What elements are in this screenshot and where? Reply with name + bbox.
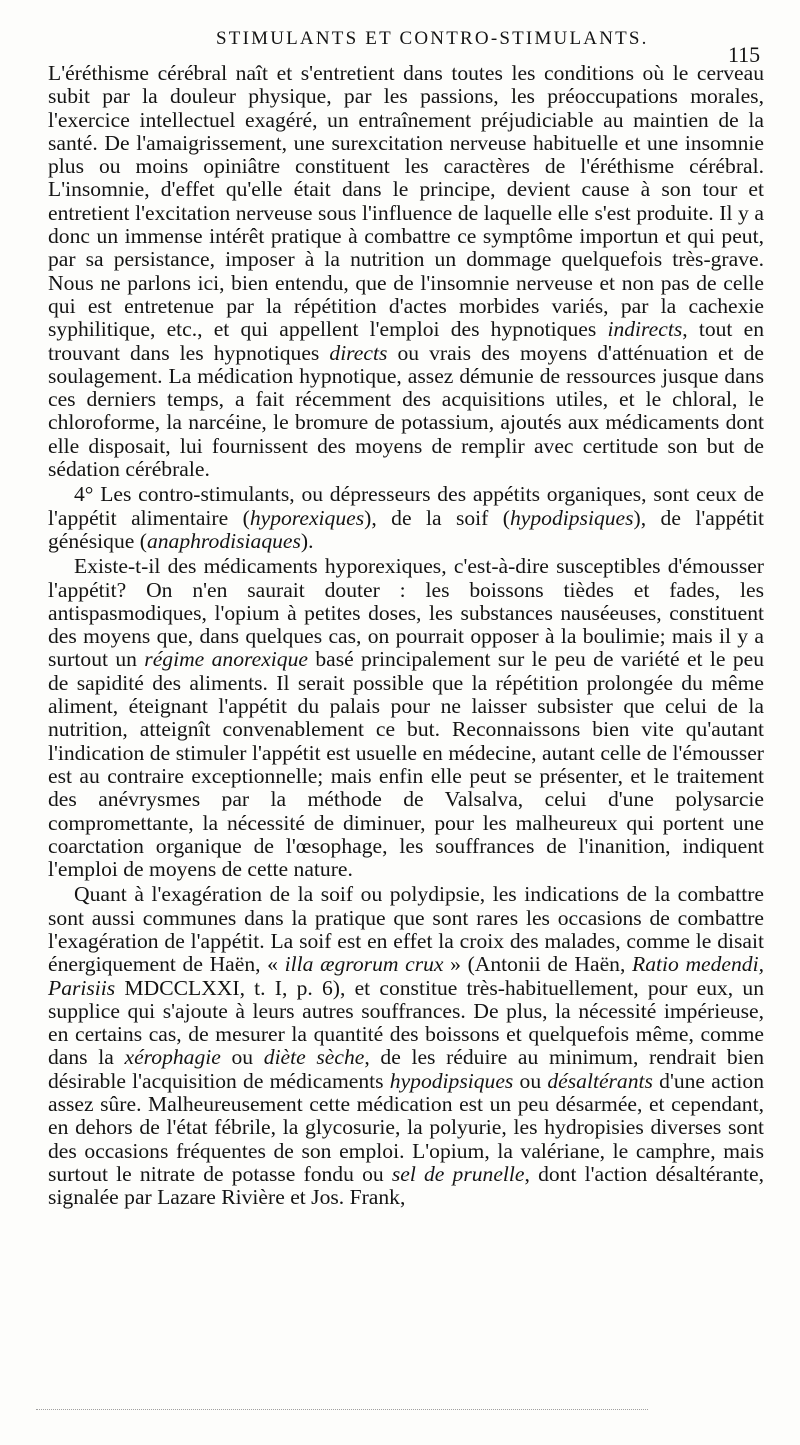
italic-term: désaltérants: [547, 1068, 653, 1093]
page-number: 115: [728, 42, 761, 67]
italic-term: hyporexiques: [249, 505, 365, 530]
italic-term: indirects: [607, 317, 683, 342]
italic-term: Ratio medendi, Parisiis: [48, 952, 764, 1000]
paragraph: [48, 555, 764, 881]
text-run: , dont l'action désaltérante, signalée par Lazare Rivière et Jos. Frank,: [48, 1161, 764, 1210]
italic-term: hypodipsiques: [389, 1068, 514, 1093]
italic-term: diète sèche: [263, 1045, 365, 1070]
footer-rule: [36, 1409, 648, 1410]
text-run: » (Antonii de Haën,: [443, 952, 633, 977]
text-run: ).: [300, 528, 314, 553]
italic-term: illa ægrorum crux: [284, 952, 444, 977]
italic-term: hypodipsiques: [509, 505, 634, 530]
text-run: d'une action assez sûre. Malheureusement cette médication est un peu désarmée, et cependant, en dehors de l'état fébrile, la glycosurie, la polyurie, les hydropisies diverses sont des occasions fréquentes de son emploi. L'opium, la valériane, le camphre, mais surtout le nitrate de potasse fondu ou: [48, 1068, 764, 1186]
paragraph: [48, 483, 764, 553]
text-run: Existe-t-il des médicaments hyporexiques, c'est-à-dire susceptibles d'émousser l'appétit? On n'en saurait douter : les boissons tièdes et fades, les antispasmodiques, l'opium à petites doses, les substances nauséeuses, constituent des moyens que, dans quelques cas, on pourrait opposer à la boulimie; mais il y a surtout un: [48, 554, 764, 672]
text-run: , tout en trouvant dans les hypnotiques: [48, 317, 765, 365]
text-run: basé principalement sur le peu de variété et le peu de sapidité des aliments. Il serait possible que la répétition prolongée du même aliment, éteignant l'appétit du palais pour ne laisser subsister que celui de la nutrition, atteignît convenablement ce but. Reconnaissons bien vite qu'autant l'indication de stimuler l'appétit est usuelle en médecine, autant celle de l'émousser est au contraire exceptionnelle; mais enfin elle peut se présenter, et le traitement des anévrysmes par la méthode de Valsalva, celui d'une polysarcie compromettante, la nécessité de diminuer, pour les malheureux qui portent une coarctation organique de l'œsophage, les souffrances de l'inanition, indiquent l'emploi de moyens de cette nature.: [48, 647, 765, 882]
body-text: [48, 62, 764, 1210]
text-run: ), de l'appétit génésique (: [48, 505, 764, 553]
italic-term: sel de prunelle: [391, 1161, 525, 1186]
text-run: ou: [220, 1045, 264, 1070]
italic-term: anaphrodisiaques: [146, 528, 301, 553]
text-run: ), de la soif (: [364, 505, 510, 530]
text-run: L'éréthisme cérébral naît et s'entretient dans toutes les conditions où le cerveau subit par la douleur physique, par les passions, les préoccupations morales, l'exercice intellectuel exagéré, un entraînement préjudiciable au maintien de la santé. De l'amaigrissement, une surexcitation nerveuse habituelle et une insomnie plus ou moins opiniâtre constituent les caractères de l'éréthisme cérébral. L'insomnie, d'effet qu'elle était dans le principe, devient cause à son tour et entretient l'excitation nerveuse sous l'influence de laquelle elle s'est produite. Il y a donc un immense intérêt pratique à combattre ce symptôme importun et qui peut, par sa persistance, imposer à la nutrition un dommage quelquefois très-grave. Nous ne parlons ici, bien entendu, que de l'insomnie nerveuse et non pas de celle qui est entretenue par la répétition d'actes morbides variés, par la cachexie syphilitique, etc., et qui appellent l'emploi des hypnotiques: [48, 61, 764, 342]
italic-term: xérophagie: [124, 1045, 221, 1070]
italic-term: régime anorexique: [144, 647, 308, 672]
text-run: MDCCLXXI, t. I, p. 6), et constitue très-habituellement, pour eux, un supplice qui s'ajoute à leurs autres souffrances. De plus, la nécessité impérieuse, en certains cas, de mesurer la quantité des boissons et quelquefois même, comme dans la: [48, 975, 764, 1070]
italic-term: directs: [329, 340, 388, 365]
text-run: ou vrais des moyens d'atténuation et de soulagement. La médication hypnotique, assez démunie de ressources jusque dans ces derniers temps, a fait récemment des acquisitions utiles, et le chloral, le chloroforme, la narcéine, le bromure de potassium, ajoutés aux médicaments dont elle disposait, lui fournissent des moyens de remplir avec certitude son but de sédation cérébrale.: [48, 340, 764, 482]
text-run: Quant à l'exagération de la soif ou polydipsie, les indications de la combattre sont aussi communes dans la pratique que sont rares les occasions de combattre l'exagération de l'appétit. La soif est en effet la croix des malades, comme le disait énergiquement de Haën, «: [48, 882, 764, 977]
running-title: STIMULANTS ET CONTRO-STIMULANTS.: [216, 28, 649, 49]
running-header: [0, 28, 800, 67]
paragraph: [48, 62, 764, 481]
text-run: , de les réduire au minimum, rendrait bien désirable l'acquisition de médicaments: [48, 1045, 764, 1093]
text-run: 4° Les contro-stimulants, ou dépresseurs des appétits organiques, sont ceux de l'appétit alimentaire (: [48, 482, 764, 530]
text-run: ou: [513, 1068, 548, 1093]
paragraph: [48, 883, 764, 1209]
